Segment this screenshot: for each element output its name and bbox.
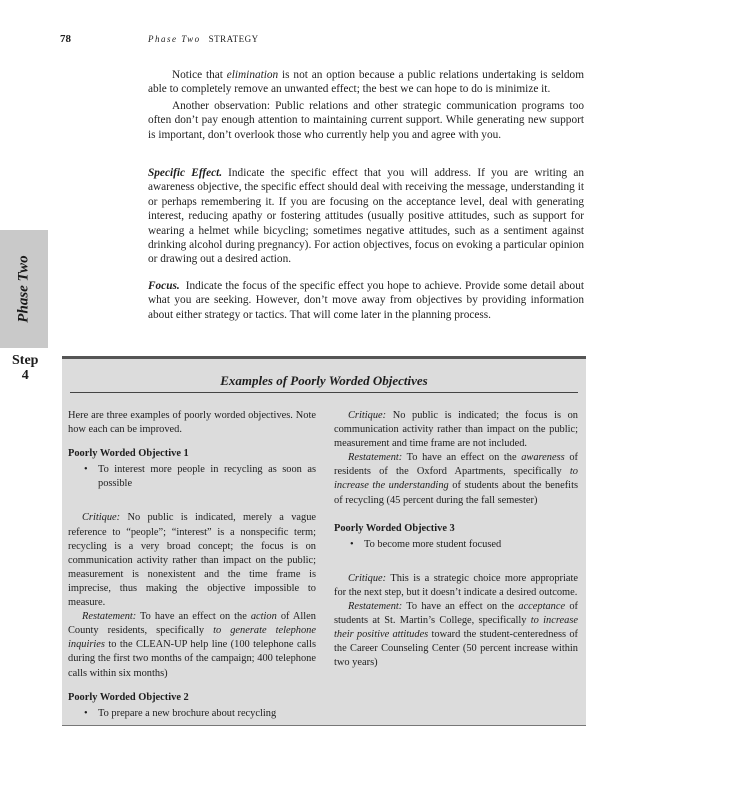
- bullet-icon: •: [84, 707, 88, 719]
- restatement-2: Restatement: To have an effect on the awareness of residents of the Oxford Apartments, specifically to increase the understanding of students about the benefits of recycling (45 percent during the fall semester): [334, 452, 579, 506]
- objective-3-heading: Poorly Worded Objective 3: [334, 522, 455, 534]
- objective-1-bullet: • To interest more people in recycling as soon as possible: [84, 464, 316, 490]
- paragraph-focus: Focus. Indicate the focus of the specific effect you hope to achieve. Provide some detail about what you are seeking. However, don’t move away from objectives by providing information about either strategy or tactics. That will come later in the planning process.: [148, 280, 584, 321]
- page-number: 78: [60, 33, 71, 45]
- objective-2-heading: Poorly Worded Objective 2: [68, 691, 189, 703]
- run-in-heading: Specific Effect.: [148, 167, 223, 179]
- box-title-rule: [70, 392, 578, 393]
- step-label: Step 4: [12, 353, 39, 383]
- box-intro: Here are three examples of poorly worded objectives. Note how each can be improved.: [68, 410, 316, 436]
- running-head-phase: Phase Two: [148, 34, 201, 44]
- paragraph-observation: Another observation: Public relations and other strategic communication programs too often don’t pay enough attention to maintaining current support. While generating new support is important, don’t overlook those who currently help you and agree with you.: [148, 99, 584, 141]
- objective-2-bullet: • To prepare a new brochure about recycling: [68, 707, 316, 721]
- critique-3: Critique: This is a strategic choice more appropriate for the next step, but it doesn’t indicate a desired outcome.: [334, 572, 578, 598]
- restatement-3: Restatement: To have an effect on the acceptance of students at St. Martin’s College, specifically to increase their positive attitudes toward the student-centeredness of the Career Counseling Center (50 percent increase within two years): [334, 601, 578, 669]
- running-head-section: STRATEGY: [208, 34, 259, 44]
- objective-3-bullet: • To become more student focused: [334, 538, 578, 552]
- examples-box: [62, 356, 586, 726]
- running-head: [148, 34, 259, 44]
- paragraph-specific-effect: Specific Effect. Indicate the specific effect that you will address. If you are writing an awareness objective, the specific effect should deal with receiving the message, understanding it or perhaps remembering it. If you are focusing on the acceptance level, deal with generating interest, reducing apathy or fostering attitudes (usually positive attitudes, such as support for wearing a helmet while bicycling; sometimes negative attitudes, such as a sentiment against drinking alcohol during pregnancy). For action objectives, focus on evoking a particular opinion or drawing out a desired action.: [148, 167, 584, 266]
- critique-2: Critique: No public is indicated; the focus is on communication activity rather than impact on the public; measurement and time frame are not included.: [334, 410, 578, 450]
- critique-1: Critique: No public is indicated, merely a vague reference to “people”; “interest” is a nonspecific term; recycling is a very broad concept; the focus is on communication activity rather than impact on the public; measurement is nonexistent and the time frame is imprecise, thus making the objective impossible to measure.: [68, 512, 316, 609]
- body-text-top: [148, 68, 584, 142]
- side-tab: [0, 230, 48, 348]
- paragraph-elimination: Notice that elimination is not an option because a public relations undertaking is seldom able to completely remove an unwanted effect; the best we can hope to do is minimize it.: [148, 69, 584, 96]
- box-right-column: [334, 409, 578, 671]
- restatement-1: Restatement: To have an effect on the action of Allen County residents, specifically to generate telephone inquiries to the CLEAN-UP help line (100 telephone calls during the first two months of the campaign; 400 telephone calls within six months): [68, 611, 316, 679]
- objective-1-heading: Poorly Worded Objective 1: [68, 448, 189, 460]
- body-text-focus: [148, 279, 584, 322]
- box-title: Examples of Poorly Worded Objectives: [220, 373, 428, 388]
- box-left-column: [68, 409, 316, 721]
- bullet-icon: •: [350, 538, 354, 550]
- body-text-specific-effect: [148, 166, 584, 267]
- run-in-heading: Focus.: [148, 280, 180, 292]
- bullet-icon: •: [84, 464, 88, 476]
- side-tab-label: Phase Two: [15, 255, 32, 323]
